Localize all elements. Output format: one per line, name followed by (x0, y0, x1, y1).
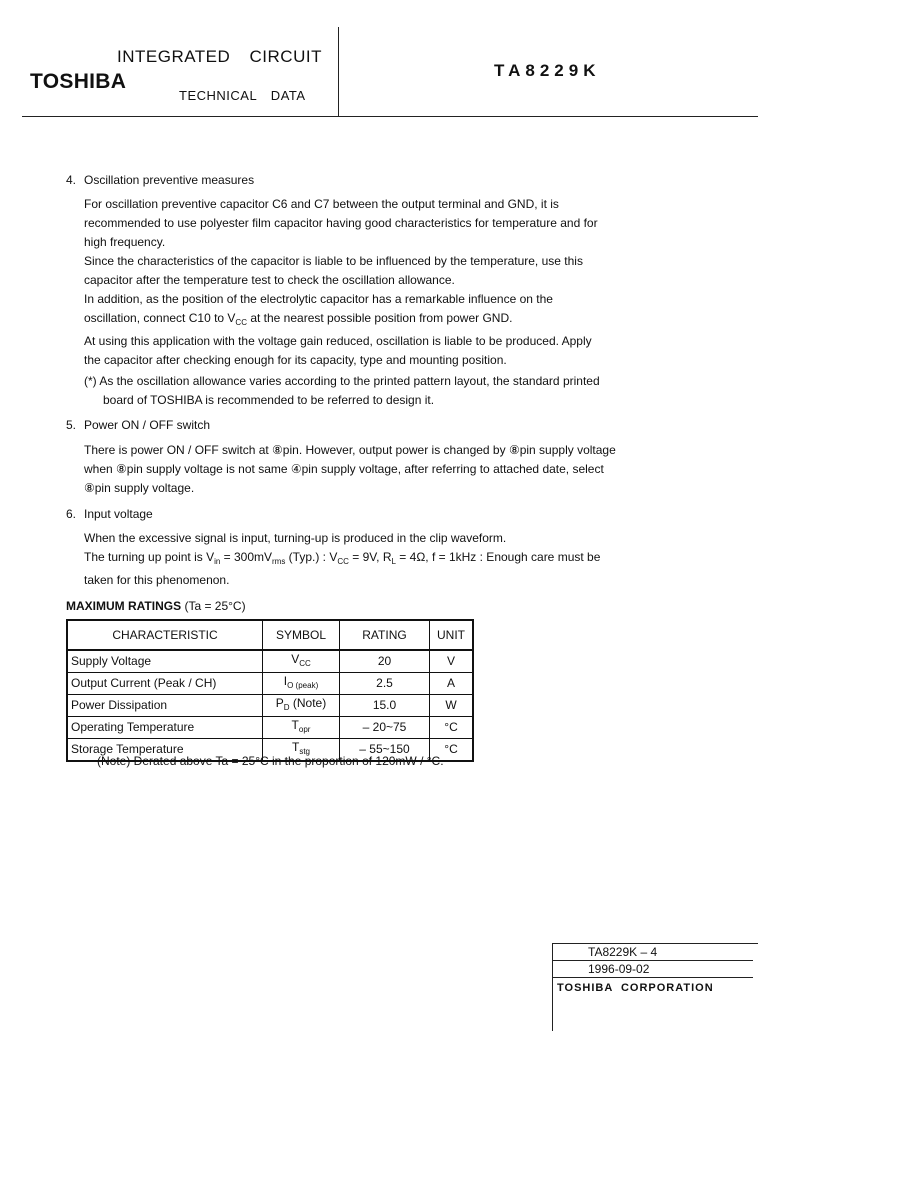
section-5-heading (66, 416, 210, 435)
paragraph-line (84, 548, 600, 571)
part-number: TA8229K (494, 61, 601, 80)
table-header-row (67, 620, 473, 650)
paragraph-line: There is power ON / OFF switch at ⑧pin. However, output power is changed by ⑧pin supply voltage (84, 443, 616, 457)
paragraph-line: taken for this phenomenon. (84, 573, 230, 587)
symbol-subscript: O (peak) (287, 681, 319, 690)
paragraph-line: At using this application with the voltage gain reduced, oscillation is liable to be produced. Apply (84, 334, 592, 348)
rating-cell: – 55~150 (340, 739, 430, 762)
paragraph-line: capacitor after the temperature test to check the oscillation allowance. (84, 273, 455, 287)
paragraph-line: ⑧pin supply voltage. (84, 481, 195, 495)
characteristic-cell: Supply Voltage (67, 650, 263, 673)
paragraph-line: Since the characteristics of the capacitor is liable to be influenced by the temperature, use this (84, 254, 583, 268)
symbol-main: P (275, 696, 284, 710)
rating-cell: 2.5 (340, 673, 430, 695)
section-4-note-line-2: board of TOSHIBA is recommended to be referred to design it. (103, 393, 435, 407)
subscript: CC (337, 557, 349, 566)
footer-divider (552, 977, 753, 978)
paragraph-line (84, 309, 598, 332)
column-header-rating: RATING (340, 620, 430, 650)
paragraph-line: For oscillation preventive capacitor C6 and C7 between the output terminal and GND, it is (84, 197, 559, 211)
column-header-unit: UNIT (430, 620, 474, 650)
rating-cell: 20 (340, 650, 430, 673)
table-row (67, 695, 473, 717)
column-header-symbol: SYMBOL (263, 620, 340, 650)
footer-document-number: TA8229K – 4 (588, 945, 658, 959)
symbol-main: T (291, 740, 300, 754)
table-row (67, 717, 473, 739)
text-run: The turning up point is V (84, 550, 215, 564)
section-number: 5. (66, 418, 77, 432)
section-4-body (84, 195, 598, 370)
derating-note: (Note) Derated above Ta = 25°C in the proportion of 120mW / °C. (97, 754, 444, 768)
section-number: 4. (66, 173, 77, 187)
unit-cell: V (430, 650, 474, 673)
symbol-subscript: opr (298, 725, 311, 734)
paragraph-line: In addition, as the position of the electrolytic capacitor has a remarkable influence on the (84, 292, 553, 306)
section-6-body (84, 529, 600, 590)
footer-corporation: TOSHIBA CORPORATION (557, 982, 714, 994)
toshiba-logo: TOSHIBA (30, 70, 127, 93)
unit-cell: °C (430, 717, 474, 739)
symbol-subscript: stg (299, 747, 310, 756)
subscript: rms (272, 557, 286, 566)
section-4-heading (66, 171, 254, 190)
text-run: = 300mV (220, 550, 273, 564)
symbol-cell (263, 650, 340, 673)
section-title: Input voltage (84, 507, 153, 521)
text-run: = 9V, R (348, 550, 392, 564)
section-5-body (84, 441, 616, 498)
subscript: CC (235, 318, 247, 327)
footer-date: 1996-09-02 (588, 962, 650, 976)
characteristic-cell: Storage Temperature (67, 739, 263, 762)
paragraph-line: when ⑧pin supply voltage is not same ④pin supply voltage, after referring to attached date, select (84, 462, 604, 476)
text-run: = 4Ω, f = 1kHz : Enough care must be (395, 550, 601, 564)
section-title: Power ON / OFF switch (84, 418, 211, 432)
text-run: at the nearest possible position from power GND. (246, 311, 513, 325)
footer-divider-vertical (552, 943, 553, 1031)
unit-cell: A (430, 673, 474, 695)
subscript: L (391, 557, 396, 566)
characteristic-cell: Power Dissipation (67, 695, 263, 717)
symbol-cell (263, 695, 340, 717)
section-title: Oscillation preventive measures (84, 173, 255, 187)
column-header-characteristic: CHARACTERISTIC (67, 620, 263, 650)
text-run: (Typ.) : V (285, 550, 338, 564)
maximum-ratings-table (66, 619, 474, 762)
characteristic-cell: Operating Temperature (67, 717, 263, 739)
integrated-circuit-label: INTEGRATED CIRCUIT (117, 47, 322, 66)
ratings-title-condition: (Ta = 25°C) (181, 599, 246, 613)
symbol-cell (263, 673, 340, 695)
symbol-cell (263, 717, 340, 739)
symbol-main: I (283, 674, 288, 688)
section-6-heading (66, 505, 153, 524)
table-row (67, 650, 473, 673)
characteristic-cell: Output Current (Peak / CH) (67, 673, 263, 695)
symbol-subscript: CC (299, 659, 311, 668)
ratings-title-bold: MAXIMUM RATINGS (66, 599, 182, 613)
text-run: oscillation, connect C10 to V (84, 311, 236, 325)
table-row (67, 673, 473, 695)
unit-cell: °C (430, 739, 474, 762)
ratings-title (66, 599, 246, 613)
header-divider-vertical (338, 27, 339, 116)
paragraph-line: high frequency. (84, 235, 166, 249)
subscript: in (214, 557, 221, 566)
symbol-main: T (291, 718, 299, 732)
section-4-note-line-1: (*) As the oscillation allowance varies according to the printed pattern layout, the standard printed (84, 374, 600, 388)
paragraph-line: recommended to use polyester film capacitor having good characteristics for temperature and for (84, 216, 598, 230)
symbol-subscript: D (283, 703, 290, 712)
header-divider-horizontal (22, 116, 758, 117)
rating-cell: 15.0 (340, 695, 430, 717)
symbol-suffix: (Note) (289, 696, 327, 710)
footer-divider (552, 960, 753, 961)
paragraph-line: the capacitor after checking enough for its capacity, type and mounting position. (84, 353, 507, 367)
unit-cell: W (430, 695, 474, 717)
section-number: 6. (66, 507, 77, 521)
paragraph-line: When the excessive signal is input, turning-up is produced in the clip waveform. (84, 531, 507, 545)
technical-data-label: TECHNICAL DATA (179, 88, 306, 103)
footer-divider (552, 943, 758, 944)
rating-cell: – 20~75 (340, 717, 430, 739)
symbol-main: V (291, 652, 300, 666)
